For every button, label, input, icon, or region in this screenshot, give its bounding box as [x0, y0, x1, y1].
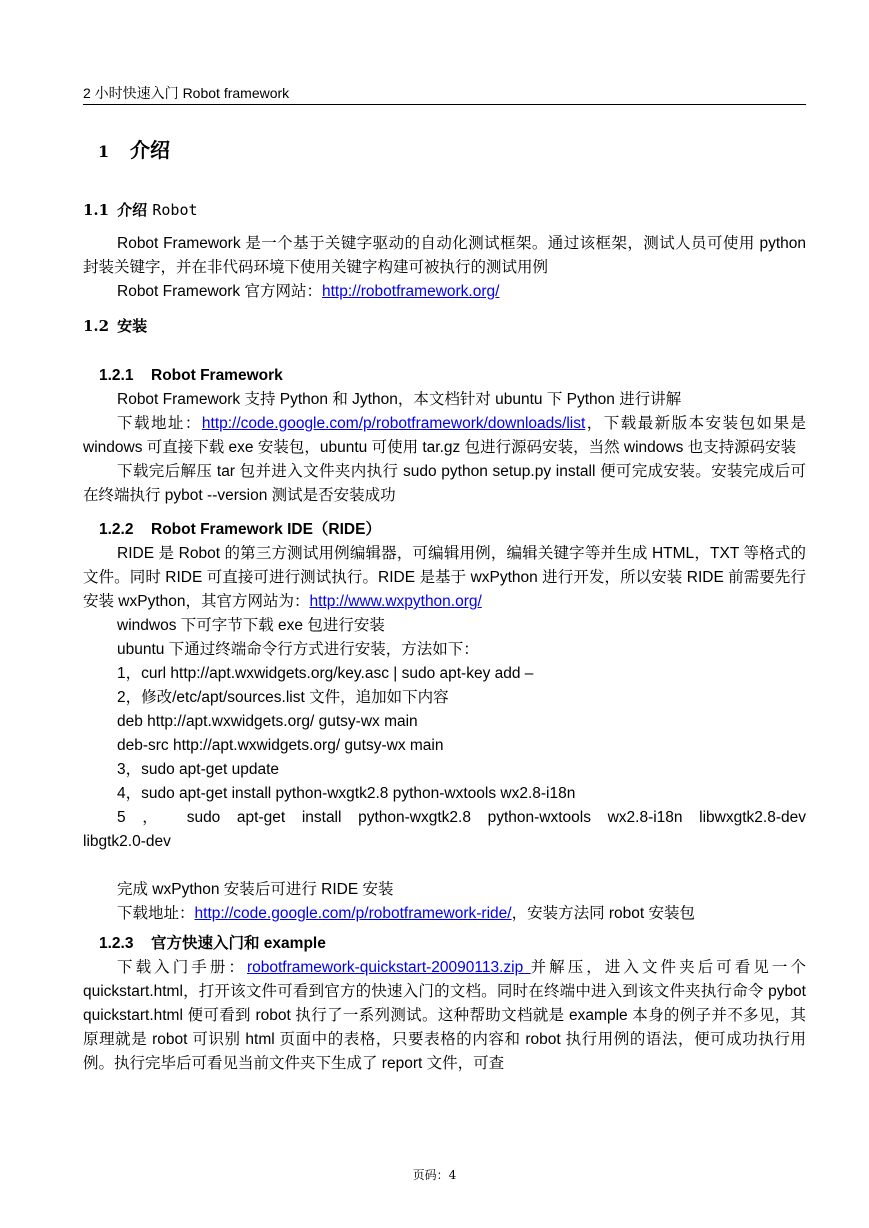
- install-step-line: 2，修改/etc/apt/sources.list 文件，追加如下内容: [117, 689, 449, 706]
- official-site-link[interactable]: http://robotframework.org/: [321, 283, 500, 300]
- quickstart-paragraph: [83, 956, 806, 1076]
- ride-paragraph: [83, 542, 806, 614]
- section-number: 1: [98, 142, 110, 161]
- section-number: 1.2.3: [99, 935, 134, 952]
- document-body: [83, 132, 806, 1076]
- download-link[interactable]: http://code.google.com/p/robotframework/downloads/list: [201, 415, 586, 432]
- intro-paragraph: Robot Framework 是一个基于关键字驱动的自动化测试框架。通过该框架，测试人员可使用 python 封装关键字，并在非代码环境下使用关键字构建可被执行的测试用例: [83, 235, 806, 276]
- download-label: 下载地址：: [117, 415, 202, 432]
- section-title: 介绍: [130, 138, 170, 162]
- support-line: Robot Framework 支持 Python 和 Jython，本文档针对 ubuntu 下 Python 进行讲解: [117, 391, 682, 408]
- install-step-line-continued: libgtk2.0-dev: [83, 833, 171, 850]
- install-step-line: 4，sudo apt-get install python-wxgtk2.8 python-wxtools wx2.8-i18n: [117, 785, 576, 802]
- section-number: 1.2.1: [99, 367, 134, 384]
- ride-download-link[interactable]: http://code.google.com/p/robotframework-ride/: [194, 905, 512, 922]
- install-step-line: deb http://apt.wxwidgets.org/ gutsy-wx main: [117, 713, 418, 730]
- section-title-cn: 介绍: [117, 201, 148, 219]
- install-step-line: 1，curl http://apt.wxwidgets.org/key.asc | sudo apt-key add –: [117, 665, 534, 682]
- section-number: 1.2.2: [99, 521, 134, 538]
- install-paragraph: 下载完后解压 tar 包并进入文件夹内执行 sudo python setup.py install 便可完成安装。安装完成后可在终端执行 pybot --version 测试是否安装成功: [83, 463, 806, 504]
- download-label: 下载地址：: [117, 905, 195, 922]
- section-title: Robot Framework: [151, 367, 283, 384]
- section-1-2-heading: [83, 314, 806, 338]
- quickstart-link[interactable]: robotframework-quickstart-20090113.zip: [246, 959, 531, 976]
- section-1-heading: [83, 132, 806, 170]
- official-site-line: [83, 280, 806, 304]
- install-step-line: 3，sudo apt-get update: [117, 761, 280, 778]
- ride-install-line: 完成 wxPython 安装后可进行 RIDE 安装: [117, 881, 394, 898]
- page-header: 2 小时快速入门 Robot framework: [83, 84, 806, 105]
- download-description: ，安装方法同 robot 安装包: [511, 905, 696, 922]
- ride-description: RIDE 是 Robot 的第三方测试用例编辑器，可编辑用例，编辑关键字等并生成 HTML，TXT 等格式的文件。同时 RIDE 可直接可进行测试执行。RIDE 是基于 wxPython 进行开发，所以安装 RIDE 前需要先行安装 wxPython，其官方网站为：: [83, 545, 806, 610]
- section-title-en: Robot: [152, 201, 198, 219]
- install-step-line: ubuntu 下通过终端命令行方式进行安装，方法如下：: [117, 641, 479, 658]
- blank-line: [83, 854, 806, 878]
- download-description: ，下载最新版本安装包如果是 windows 可直接下载 exe 安装包，ubuntu 可使用 tar.gz 包进行源码安装，当然 windows 也支持源码安装: [83, 415, 806, 456]
- section-1-2-3-heading: [83, 932, 806, 956]
- section-1-1-heading: [83, 198, 806, 222]
- page-footer: 页码：4: [412, 1168, 457, 1182]
- ride-download-line: [83, 902, 806, 926]
- download-paragraph: [83, 412, 806, 460]
- install-step-line: windwos 下可字节下载 exe 包进行安装: [117, 617, 385, 634]
- section-title: Robot Framework IDE（RIDE）: [151, 521, 381, 538]
- wxpython-link[interactable]: http://www.wxpython.org/: [309, 593, 482, 610]
- quickstart-label: 下载入门手册：: [117, 959, 247, 976]
- section-1-2-2-heading: [83, 518, 806, 542]
- install-step-line: deb-src http://apt.wxwidgets.org/ gutsy-wx main: [117, 737, 444, 754]
- quickstart-description: 并解压，进入文件夹后可看见一个 quickstart.html，打开该文件可看到官方的快速入门的文档。同时在终端中进入到该文件夹执行命令 pybot quickstart.html 便可看到 robot 执行了一系列测试。这种帮助文档就是 example 本身的例子并不多见，其原理就是 robot 可识别 html 页面中的表格，只要表格的内容和 robot 执行用例的语法，便可成功执行用例。执行完毕后可看见当前文件夹下生成了 report 文件，可查: [83, 959, 806, 1072]
- install-step-line: 5 ， sudo apt-get install python-wxgtk2.8 python-wxtools wx2.8-i18n libwxgtk2.8-dev: [117, 809, 806, 826]
- section-number: 1.2: [83, 317, 110, 335]
- section-title: 安装: [117, 317, 148, 335]
- section-number: 1.1: [83, 201, 110, 219]
- official-site-label: Robot Framework 官方网站：: [117, 283, 322, 300]
- section-1-2-1-heading: [83, 364, 806, 388]
- section-title: 官方快速入门和 example: [151, 935, 326, 952]
